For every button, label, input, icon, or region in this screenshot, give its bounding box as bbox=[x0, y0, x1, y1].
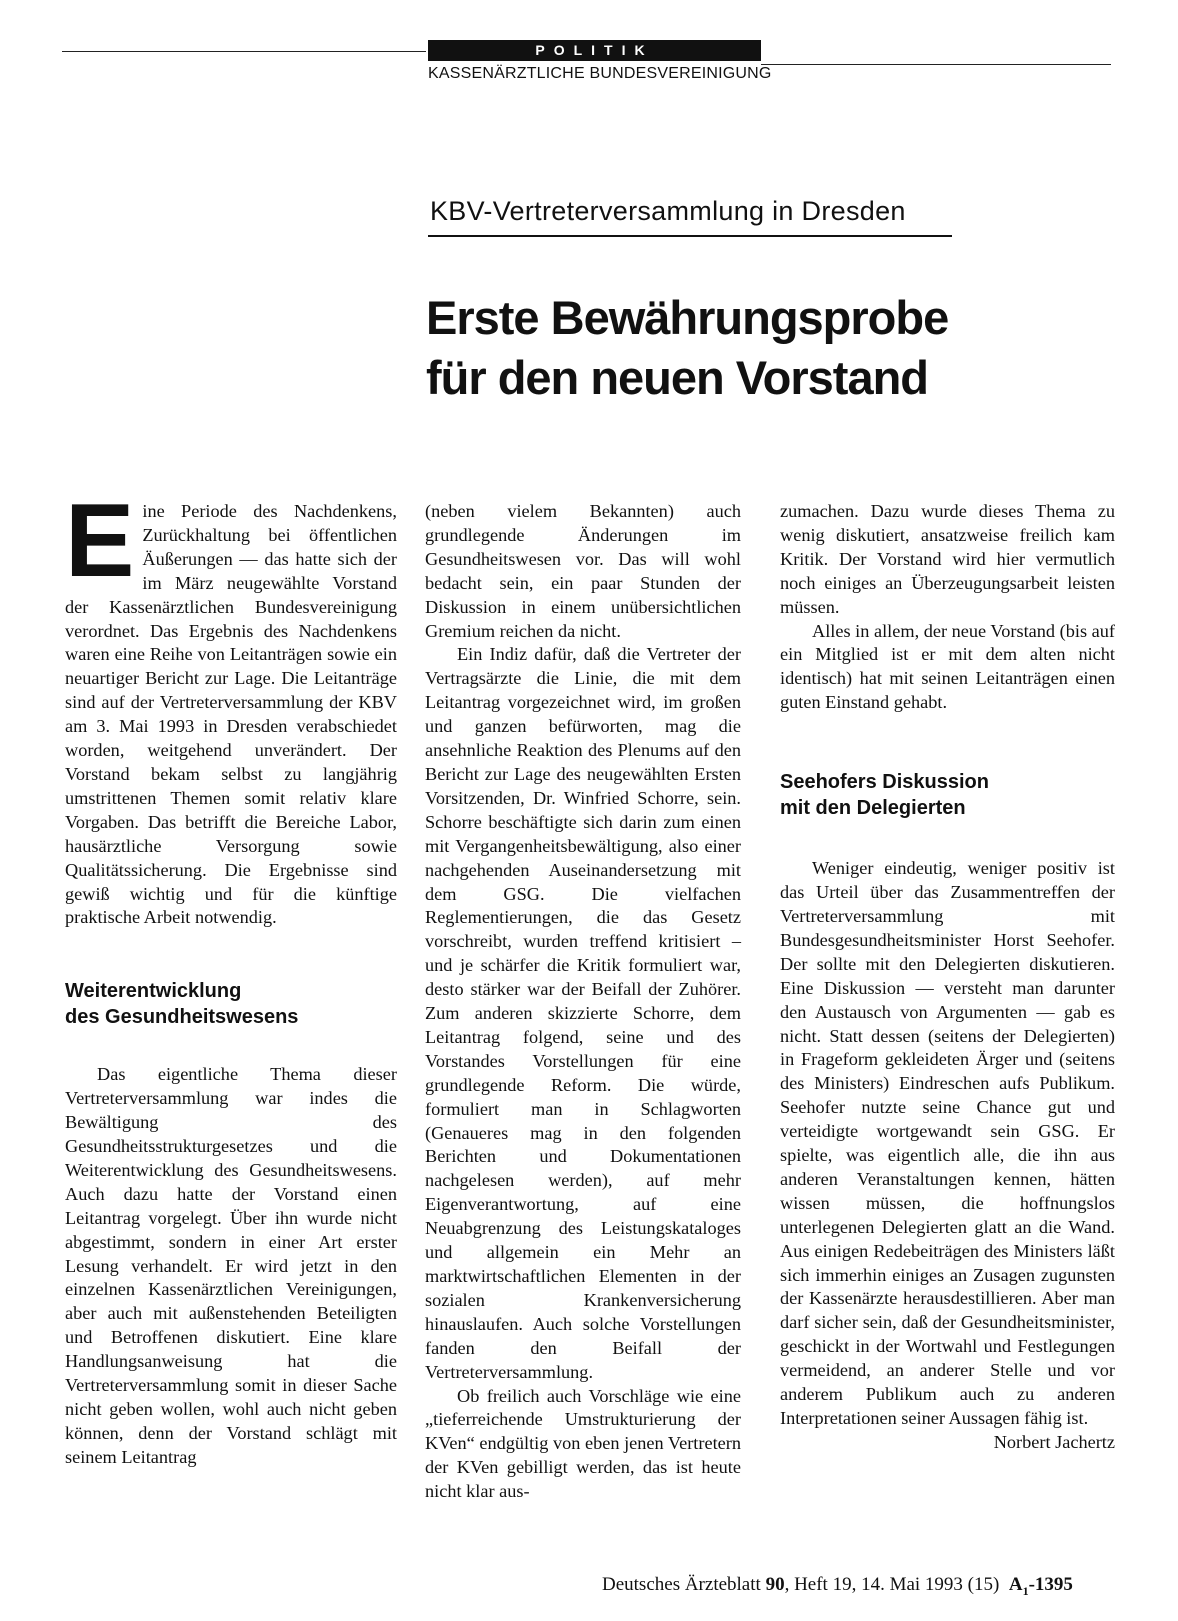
header-rule-right bbox=[761, 64, 1111, 65]
drop-cap: E bbox=[65, 483, 135, 599]
headline-line-2: für den neuen Vorstand bbox=[426, 351, 928, 404]
subsection-label: KASSENÄRZTLICHE BUNDESVEREINIGUNG bbox=[428, 65, 772, 82]
column-3 bbox=[780, 500, 1115, 1455]
journal-name: Deutsches Ärzteblatt bbox=[602, 1574, 761, 1595]
volume-number: 90 bbox=[765, 1574, 785, 1595]
article-headline bbox=[426, 288, 948, 408]
headline-line-1: Erste Bewährungsprobe bbox=[426, 291, 949, 344]
page-footer bbox=[602, 1574, 1073, 1599]
issue-info: , Heft 19, 14. Mai 1993 (15) bbox=[784, 1574, 1000, 1595]
paragraph: zumachen. Dazu wurde dieses Thema zu wenig diskutiert, ansatzweise freilich kam Kritik. Der Vorstand wird hier vermutlich noch einiges an Überzeugungsarbeit leisten müssen. bbox=[780, 501, 1115, 617]
section-label: POLITIK bbox=[428, 40, 761, 61]
page-number: $A_1-1395$ bbox=[1008, 1574, 1073, 1598]
paragraph: (neben vielem Bekannten) auch grundlegende Änderungen im Gesundheitswesen vor. Das will wohl bedacht sein, ein paar Stunden der Diskussion in einem unübersichtlichen Gremium reichen da nicht. bbox=[425, 501, 741, 641]
paragraph: Alles in allem, der neue Vorstand (bis auf ein Mitglied ist er mit dem alten nicht identisch) hat mit seinen Leitanträgen einen guten Einstand gehabt. bbox=[780, 620, 1115, 713]
subheading-1: Weiterentwicklung des Gesundheitswesens bbox=[65, 980, 299, 1029]
paragraph: Ein Indiz dafür, daß die Vertreter der Vertragsärzte die Linie, die mit dem Leitantrag vorgezeichnet wird, im großen und ganzen befürworten, mag die ansehnliche Reaktion des Plenums auf den Bericht zur Lage des neugewählten Ersten Vorsitzenden, Dr. Winfried Schorre, sein. Schorre beschäftigte sich darin zum einen mit Vergangenheitsbewältigung, also einer nachgehenden Auseinandersetzung mit dem GSG. Die vielfachen Reglementierungen, die das Gesetz vorschreibt, wurden treffend kritisiert – und je schärfer die Kritik formuliert war, desto stärker war der Beifall der Zuhörer. Zum anderen skizzierte Schorre, dem Leitantrag folgend, seine und des Vorstandes Vorstellungen für eine grundlegende Reform. Die würde, formuliert man in Schlagworten (Genaueres mag in den folgenden Berichten und Dokumentationen nachgelesen werden), auf mehr Eigenverantwortung, auf eine Neuabgrenzung des Leistungskataloges und allgemein ein Mehr an marktwirtschaftlichen Elementen in der sozialen Krankenversicherung hinauslaufen. Auch solche Vorstellungen fanden den Beifall der Vertreterversammlung. bbox=[425, 644, 741, 1382]
paragraph: Weniger eindeutig, weniger positiv ist das Urteil über das Zusammentreffen der Vertreterversammlung mit Bundesgesundheitsminister Horst Seehofer. Der sollte mit den Delegierten diskutieren. Eine Diskussion — versteht man darunter den Austausch von Argumenten — gab es nicht. Statt dessen (seitens der Delegierten) in Frageform gekleideten Ärger und (seitens des Ministers) Eindreschen aufs Publikum. Seehofer nutzte seine Chance gut und verteidigte wortgewandt sein GSG. Er spielte, was eigentlich alle, die ihn aus anderen Veranstaltungen kennen, hätten wissen müssen, die hoffnungslos unterlegenen Delegierten glatt an die Wand. Aus einigen Redebeiträgen des Ministers läßt sich immerhin einiges an Zusagen zugunsten der Kassenärzte herausdestillieren. Aber man darf sicher sein, daß der Gesundheitsminister, geschickt in der Wortwahl und Festlegungen vermeidend, an anderer Stelle und vor anderem Publikum auch zu anderen Interpretationen seiner Aussagen fähig ist. Norbert Jachertz bbox=[780, 857, 1115, 1431]
kicker-rule bbox=[428, 235, 952, 237]
author-signature: Norbert Jachertz bbox=[993, 1431, 1115, 1452]
subheading-2: Seehofers Diskussion mit den Delegierten bbox=[780, 771, 989, 820]
column-1 bbox=[65, 483, 397, 1470]
paragraph: Das eigentliche Thema dieser Vertreterversammlung war indes die Bewältigung des Gesundheitsstrukturgesetzes und die Weiterentwicklung des Gesundheitswesens. Auch dazu hatte der Vorstand einen Leitantrag vorgelegt. Über ihn wurde nicht abgestimmt, sondern in einer Art erster Lesung verhandelt. Er wird jetzt in den einzelnen Kassenärztlichen Vereinigungen, aber auch mit außenstehenden Beteiligten und Betroffenen diskutiert. Eine klare Handlungsanweisung hat die Vertreterversammlung somit in dieser Sache nicht geben wollen, wohl auch nicht geben können, denn der Vorstand schlägt mit seinem Leitantrag bbox=[65, 1064, 397, 1467]
intro-paragraph: Eine Periode des Nachdenkens, Zurückhaltung bei öffentlichen Äußerungen — das hatte sich der im März neugewählte Vorstand der Kassenärztlichen Bundesvereinigung verordnet. Das Ergebnis des Nachdenkens waren eine Reihe von Leitanträgen sowie ein neuartiger Bericht zur Lage. Die Leitanträge sind auf der Vertreterversammlung der KBV am 3. Mai 1993 in Dresden verabschiedet worden, weitgehend unverändert. Der Vorstand bekam selbst zu langjährig umstrittenen Themen somit relativ klare Vorgaben. Das betrifft die Bereiche Labor, hausärztliche Versorgung sowie Qualitätssicherung. Die Ergebnisse sind gewiß wichtig und für die künftige praktische Arbeit notwendig. bbox=[65, 483, 397, 928]
article-kicker: KBV-Vertreterversammlung in Dresden bbox=[430, 196, 906, 226]
header-rule-left bbox=[62, 51, 426, 52]
column-2 bbox=[425, 500, 741, 1504]
paragraph: Ob freilich auch Vorschläge wie eine „tieferreichende Umstrukturierung der KVen“ endgültig von eben jenen Vertretern der KVen gebilligt werden, das ist heute nicht klar aus- bbox=[425, 1385, 741, 1502]
